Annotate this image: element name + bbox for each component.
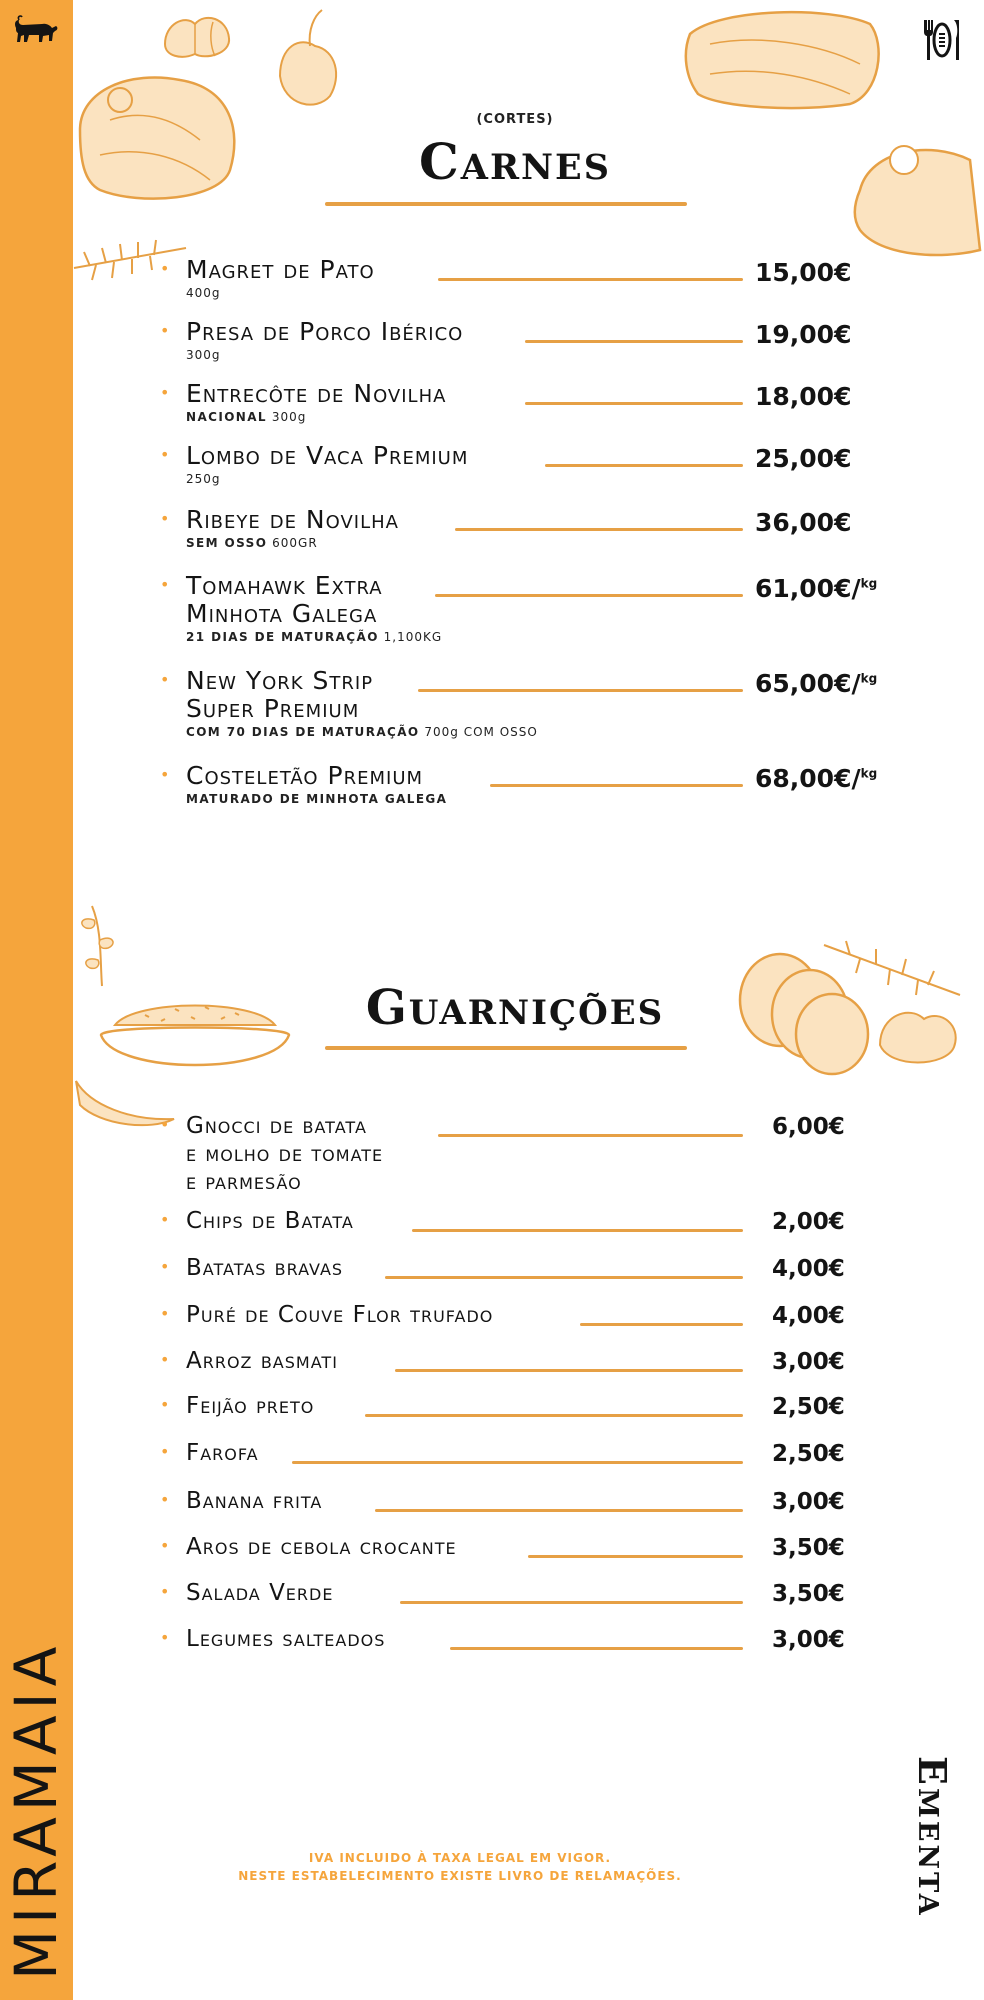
- item-name: Puré de Couve Flor trufado: [186, 1302, 494, 1328]
- footer-line-1: IVA INCLUIDO À TAXA LEGAL EM VIGOR.: [308, 1851, 612, 1865]
- ementa-label: Ementa: [910, 1756, 955, 1918]
- item-price: 25,00€: [755, 444, 852, 473]
- item-note: 21 DIAS DE MATURAÇÃO 1,100KG: [186, 630, 443, 644]
- leader-line: [525, 340, 743, 343]
- steak-sketch-right: [680, 4, 890, 114]
- item-name: Salada Verde: [186, 1580, 334, 1606]
- bullet-icon: •: [160, 1582, 170, 1601]
- bullet-icon: •: [160, 1628, 170, 1647]
- bull-icon: [12, 14, 60, 50]
- bullet-icon: •: [160, 765, 170, 784]
- item-note: 250g: [186, 472, 221, 486]
- item-price: 3,00€: [772, 1489, 845, 1515]
- leader-line: [412, 1229, 743, 1232]
- item-name: Presa de Porco Ibérico: [186, 317, 464, 346]
- item-name: Costeletão Premium: [186, 761, 424, 790]
- rosemary-sketch: [70, 228, 190, 288]
- item-price: 2,00€: [772, 1209, 845, 1235]
- bullet-icon: •: [160, 1442, 170, 1461]
- item-name: Banana frita: [186, 1488, 323, 1514]
- leader-line: [375, 1509, 743, 1512]
- bullet-icon: •: [160, 1536, 170, 1555]
- legal-footer: [200, 1849, 720, 1885]
- leader-line: [365, 1414, 743, 1417]
- bullet-icon: •: [160, 259, 170, 278]
- leader-line: [418, 689, 743, 692]
- item-price: 15,00€: [755, 258, 852, 287]
- leader-line: [450, 1647, 743, 1650]
- leader-line: [400, 1601, 743, 1604]
- brand-wordmark: [0, 1560, 73, 1990]
- leader-line: [438, 1134, 743, 1137]
- item-name: Chips de Batata: [186, 1208, 354, 1234]
- item-name: Tomahawk Extra Minhota Galega: [186, 571, 383, 628]
- item-name: Ribeye de Novilha: [186, 505, 399, 534]
- item-name: Feijão preto: [186, 1393, 315, 1419]
- leader-line: [438, 278, 743, 281]
- item-price: 2,50€: [772, 1394, 845, 1420]
- tomato-sketch: [270, 6, 350, 116]
- bullet-icon: •: [160, 383, 170, 402]
- footer-line-2: NESTE ESTABELECIMENTO EXISTE LIVRO DE RELAMAÇÕES.: [238, 1869, 682, 1883]
- item-price: 4,00€: [772, 1303, 845, 1329]
- garlic-sketch: [155, 4, 245, 64]
- item-price: 65,00€/$^{kg}$: [755, 669, 878, 698]
- leader-line: [545, 464, 743, 467]
- leader-line: [528, 1555, 743, 1558]
- item-price: 61,00€/$^{kg}$: [755, 574, 878, 603]
- leader-line: [292, 1461, 743, 1464]
- bullet-icon: •: [160, 670, 170, 689]
- item-name: Farofa: [186, 1440, 259, 1466]
- leader-line: [395, 1369, 743, 1372]
- leader-line: [385, 1276, 743, 1279]
- herbs-sketch: [72, 900, 132, 990]
- carnes-title: Carnes: [419, 132, 611, 191]
- leader-line: [580, 1323, 743, 1326]
- carnes-title-underline: [325, 202, 687, 206]
- item-price: 4,00€: [772, 1256, 845, 1282]
- item-price: 3,50€: [772, 1581, 845, 1607]
- item-price: 2,50€: [772, 1441, 845, 1467]
- item-name: Arroz basmati: [186, 1348, 338, 1374]
- item-price: 36,00€: [755, 508, 852, 537]
- item-name: Legumes salteados: [186, 1626, 386, 1652]
- item-price: 3,50€: [772, 1535, 845, 1561]
- item-note: 300g: [186, 348, 221, 362]
- item-price: 19,00€: [755, 320, 852, 349]
- item-name: Batatas bravas: [186, 1255, 344, 1281]
- item-note: NACIONAL 300g: [186, 410, 307, 424]
- bullet-icon: •: [160, 1257, 170, 1276]
- item-note: SEM OSSO 600GR: [186, 536, 318, 550]
- bullet-icon: •: [160, 509, 170, 528]
- item-name: Lombo de Vaca Premium: [186, 441, 469, 470]
- brand-name: MIRAMAIA: [2, 1640, 70, 1980]
- item-price: 3,00€: [772, 1349, 845, 1375]
- cutlery-icon: [920, 16, 964, 64]
- item-name: Gnocci de batata e molho de tomate e parmesão: [186, 1113, 384, 1195]
- item-name: Aros de cebola crocante: [186, 1534, 457, 1560]
- bullet-icon: •: [160, 445, 170, 464]
- item-note: COM 70 DIAS DE MATURAÇÃO 700g COM OSSO: [186, 725, 538, 739]
- item-price: 6,00€: [772, 1114, 845, 1140]
- guarnicoes-title: Guarnições: [365, 980, 665, 1036]
- leader-line: [490, 784, 743, 787]
- item-price: 68,00€/$^{kg}$: [755, 764, 878, 793]
- carnes-subtitle: (CORTES): [476, 112, 554, 127]
- item-price: 3,00€: [772, 1627, 845, 1653]
- item-name: Magret de Pato: [186, 255, 375, 284]
- bullet-icon: •: [160, 1115, 170, 1134]
- leader-line: [435, 594, 743, 597]
- guarnicoes-title-underline: [325, 1046, 687, 1050]
- leader-line: [455, 528, 743, 531]
- bullet-icon: •: [160, 1350, 170, 1369]
- bullet-icon: •: [160, 1490, 170, 1509]
- bullet-icon: •: [160, 1304, 170, 1323]
- item-price: 18,00€: [755, 382, 852, 411]
- item-name: New York Strip Super Premium: [186, 666, 374, 723]
- bullet-icon: •: [160, 321, 170, 340]
- bullet-icon: •: [160, 1395, 170, 1414]
- item-note: MATURADO DE MINHOTA GALEGA: [186, 792, 448, 806]
- item-note: 400g: [186, 286, 221, 300]
- bullet-icon: •: [160, 1210, 170, 1229]
- bullet-icon: •: [160, 575, 170, 594]
- item-name: Entrecôte de Novilha: [186, 379, 447, 408]
- leader-line: [525, 402, 743, 405]
